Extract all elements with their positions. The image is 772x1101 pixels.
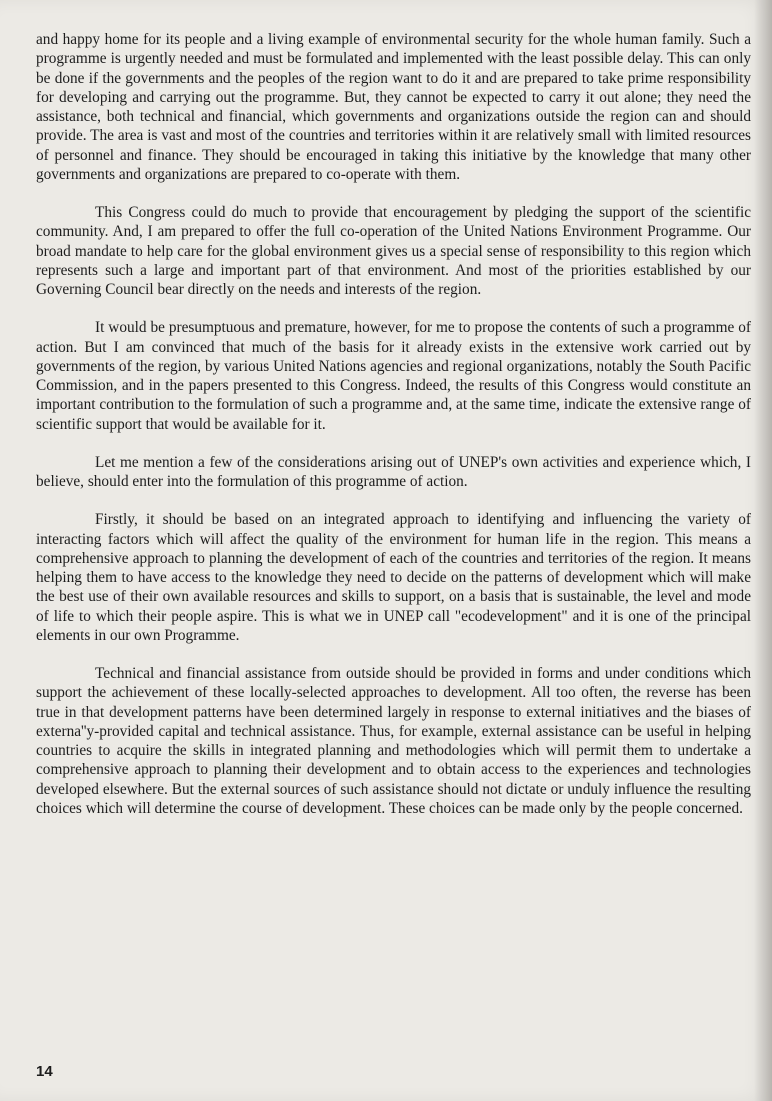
paragraph-congress-encouragement: This Congress could do much to provide that encouragement by pledging the support of the scientific community. And, I am prepared to offer the full co-operation of the United Nations Environment Programme. Our broad mandate to help care for the global environment gives us a special sense of responsibility to this region which represents such a large and important part of that environment. And most of the priorities established by our Governing Council bear directly on the needs and interests of the region.: [36, 204, 751, 298]
page-edge-shadow: [754, 0, 772, 1101]
paragraph-external-assistance: Technical and financial assistance from outside should be provided in forms and under conditions which support the achievement of these locally-selected approaches to development. All too often, the reverse has been true in that development patterns have been determined largely in response to external initiatives and the biases of externa''y-provided capital and technical assistance. Thus, for example, external assistance can be useful in helping countries to acquire the skills in integrated planning and methodologies which will permit them to undertake a comprehensive approach to planning their development and to obtain access to the experiences and technologies developed elsewhere. But the external sources of such assistance should not dictate or unduly influence the resulting choices which will determine the course of development. These choices can be made only by the people concerned.: [36, 665, 751, 817]
paragraph-considerations: Let me mention a few of the considerations arising out of UNEP's own activities and experience which, I believe, should enter into the formulation of this programme of action.: [36, 453, 751, 490]
body-text: [36, 30, 751, 818]
page-number: 14: [36, 1063, 53, 1080]
paragraph-programme-contents: It would be presumptuous and premature, however, for me to propose the contents of such a programme of action. But I am convinced that much of the basis for it already exists in the extensive work carried out by governments of the region, by various United Nations agencies and regional organizations, notably the South Pacific Commission, and in the papers presented to this Congress. Indeed, the results of this Congress would constitute an important contribution to the formulation of such a programme and, at the same time, indicate the extensive range of scientific support that would be available for it.: [36, 319, 751, 433]
paragraph-continuation: and happy home for its people and a living example of environmental security for the whole human family. Such a programme is urgently needed and must be formulated and implemented with the least possible delay. This can only be done if the governments and the peoples of the region want to do it and are prepared to take prime responsibility for developing and carrying out the programme. But, they cannot be expected to carry it out alone; they need the assistance, both technical and financial, which governments and organizations outside the region can and should provide. The area is vast and most of the countries and territories within it are relatively small with limited resources of personnel and finance. They should be encouraged in taking this initiative by the knowledge that many other governments and organizations are prepared to co-operate with them.: [36, 31, 751, 183]
paragraph-integrated-approach: Firstly, it should be based on an integrated approach to identifying and influencing the variety of interacting factors which will affect the quality of the environment for human life in the region. This means a comprehensive approach to planning the development of each of the countries and territories of the region. It means helping them to have access to the knowledge they need to decide on the patterns of development which will make the best use of their own available resources and skills to support, on a basis that is sustainable, the level and mode of life to which their people aspire. This is what we in UNEP call "ecodevelopment" and it is one of the principal elements in our own Programme.: [36, 511, 751, 644]
